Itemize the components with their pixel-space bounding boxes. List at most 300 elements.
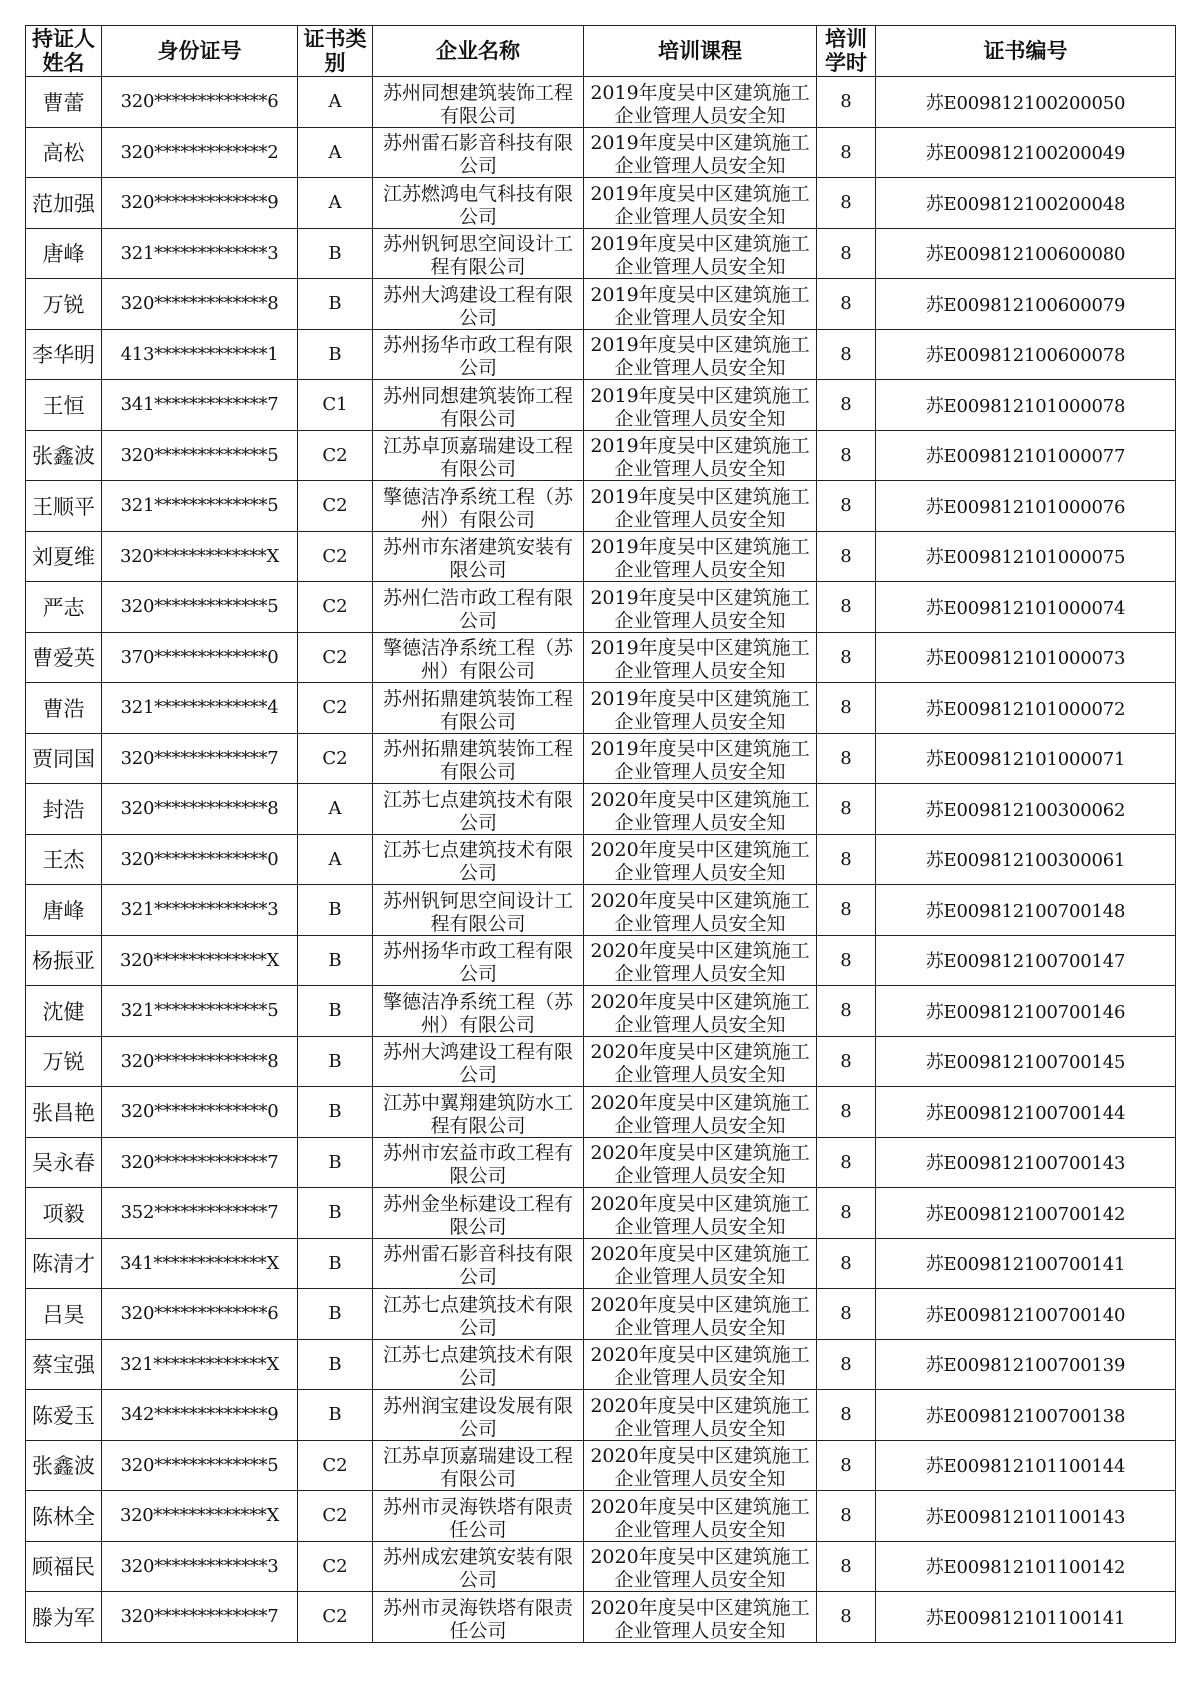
- cell-company: [373, 380, 584, 431]
- cell-hours: 8: [817, 380, 876, 431]
- cell-company: [373, 481, 584, 532]
- header-certno: 证书编号: [876, 26, 1176, 77]
- cell-id-number: 321*************X: [102, 1339, 298, 1390]
- cell-cert-number: 苏E009812101100142: [876, 1541, 1176, 1592]
- cell-cert-type: B: [298, 329, 373, 380]
- cell-cert-type: B: [298, 1339, 373, 1390]
- cell-company-text: 苏州同想建筑装饰工程有限公司: [382, 81, 573, 125]
- cell-hours: 8: [817, 127, 876, 178]
- cell-cert-number: 苏E009812101000073: [876, 632, 1176, 683]
- cell-id-number: 320*************8: [102, 279, 298, 330]
- cell-name: 蔡宝强: [26, 1339, 102, 1390]
- cell-course: [584, 329, 817, 380]
- cell-id-number: 321*************5: [102, 986, 298, 1037]
- cell-id-number: 320*************7: [102, 733, 298, 784]
- table-row: [26, 1491, 1176, 1542]
- cell-course-text: 2019年度吴中区建筑施工企业管理人员安全知: [590, 283, 810, 327]
- cell-cert-type: C2: [298, 1491, 373, 1542]
- cell-company: [373, 1339, 584, 1390]
- cell-hours: 8: [817, 632, 876, 683]
- cell-company: [373, 1238, 584, 1289]
- cell-name: 唐峰: [26, 228, 102, 279]
- cell-cert-type: C1: [298, 380, 373, 431]
- cell-hours: 8: [817, 77, 876, 128]
- cell-hours: 8: [817, 228, 876, 279]
- cell-name: 范加强: [26, 178, 102, 229]
- cell-course-text: 2019年度吴中区建筑施工企业管理人员安全知: [590, 132, 810, 176]
- cell-hours: 8: [817, 1238, 876, 1289]
- cell-name: 万锐: [26, 279, 102, 330]
- cell-course-text: 2020年度吴中区建筑施工企业管理人员安全知: [590, 889, 810, 933]
- cell-id-number: 352*************7: [102, 1188, 298, 1239]
- cell-id-number: 320*************8: [102, 784, 298, 835]
- cell-hours: 8: [817, 531, 876, 582]
- cell-name: 陈清才: [26, 1238, 102, 1289]
- cell-company-text: 苏州扬华市政工程有限公司: [382, 940, 573, 984]
- cell-hours: 8: [817, 1440, 876, 1491]
- cell-name: 张鑫波: [26, 430, 102, 481]
- cell-cert-number: 苏E009812100300061: [876, 834, 1176, 885]
- cell-cert-type: B: [298, 279, 373, 330]
- cell-id-number: 320*************8: [102, 1036, 298, 1087]
- table-row: [26, 1289, 1176, 1340]
- cell-company-text: 苏州大鸿建设工程有限公司: [382, 283, 573, 327]
- cell-cert-number: 苏E009812100700143: [876, 1137, 1176, 1188]
- cell-course: [584, 127, 817, 178]
- table-row: [26, 531, 1176, 582]
- cell-course: [584, 733, 817, 784]
- cell-id-number: 320*************5: [102, 582, 298, 633]
- cell-company-text: 江苏七点建筑技术有限公司: [382, 1293, 573, 1337]
- cell-company-text: 苏州同想建筑装饰工程有限公司: [382, 384, 573, 428]
- cell-company: [373, 632, 584, 683]
- cell-hours: 8: [817, 481, 876, 532]
- cell-company: [373, 834, 584, 885]
- cell-hours: 8: [817, 1087, 876, 1138]
- cell-course-text: 2020年度吴中区建筑施工企业管理人员安全知: [590, 1596, 810, 1640]
- cell-cert-number: 苏E009812101000078: [876, 380, 1176, 431]
- cell-cert-type: B: [298, 1137, 373, 1188]
- cell-company: [373, 784, 584, 835]
- cell-course-text: 2019年度吴中区建筑施工企业管理人员安全知: [590, 586, 810, 630]
- table-row: [26, 178, 1176, 229]
- cell-id-number: 320*************9: [102, 178, 298, 229]
- cell-cert-type: B: [298, 935, 373, 986]
- cell-course-text: 2019年度吴中区建筑施工企业管理人员安全知: [590, 384, 810, 428]
- cell-hours: 8: [817, 986, 876, 1037]
- cell-course-text: 2019年度吴中区建筑施工企业管理人员安全知: [590, 485, 810, 529]
- cell-name: 顾福民: [26, 1541, 102, 1592]
- cell-id-number: 341*************X: [102, 1238, 298, 1289]
- cell-course-text: 2020年度吴中区建筑施工企业管理人员安全知: [590, 940, 810, 984]
- cell-id-number: 321*************5: [102, 481, 298, 532]
- cell-company: [373, 329, 584, 380]
- cell-company-text: 苏州市灵海铁塔有限责任公司: [382, 1495, 573, 1539]
- cell-company: [373, 1289, 584, 1340]
- cell-id-number: 320*************X: [102, 531, 298, 582]
- cell-name: 吕昊: [26, 1289, 102, 1340]
- cell-course: [584, 481, 817, 532]
- cell-course: [584, 582, 817, 633]
- cell-name: 陈爱玉: [26, 1390, 102, 1441]
- cell-cert-number: 苏E009812100700146: [876, 986, 1176, 1037]
- cell-course-text: 2019年度吴中区建筑施工企业管理人员安全知: [590, 687, 810, 731]
- cell-company: [373, 178, 584, 229]
- cell-course-text: 2020年度吴中区建筑施工企业管理人员安全知: [590, 1091, 810, 1135]
- cell-cert-number: 苏E009812100200050: [876, 77, 1176, 128]
- cell-course-text: 2020年度吴中区建筑施工企业管理人员安全知: [590, 990, 810, 1034]
- cell-course-text: 2019年度吴中区建筑施工企业管理人员安全知: [590, 536, 810, 580]
- cell-company: [373, 279, 584, 330]
- cell-cert-number: 苏E009812100700138: [876, 1390, 1176, 1441]
- cell-course: [584, 380, 817, 431]
- cell-company-text: 苏州市东渚建筑安装有限公司: [382, 536, 573, 580]
- cell-company-text: 江苏卓顶嘉瑞建设工程有限公司: [382, 1445, 573, 1489]
- cell-course-text: 2019年度吴中区建筑施工企业管理人员安全知: [590, 435, 810, 479]
- cell-id-number: 413*************1: [102, 329, 298, 380]
- cell-course: [584, 228, 817, 279]
- cell-company: [373, 1491, 584, 1542]
- cell-hours: 8: [817, 1036, 876, 1087]
- table-row: [26, 986, 1176, 1037]
- cell-cert-number: 苏E009812100600078: [876, 329, 1176, 380]
- cell-hours: 8: [817, 178, 876, 229]
- cell-course-text: 2020年度吴中区建筑施工企业管理人员安全知: [590, 1142, 810, 1186]
- cell-company-text: 苏州雷石影音科技有限公司: [382, 1243, 573, 1287]
- header-course: 培训课程: [584, 26, 817, 77]
- cell-company-text: 苏州成宏建筑安装有限公司: [382, 1546, 573, 1590]
- cell-name: 王杰: [26, 834, 102, 885]
- table-row: [26, 1137, 1176, 1188]
- cell-hours: 8: [817, 885, 876, 936]
- cell-company: [373, 1541, 584, 1592]
- cell-course: [584, 1541, 817, 1592]
- cell-cert-type: C2: [298, 582, 373, 633]
- cell-cert-type: A: [298, 178, 373, 229]
- cell-name: 杨振亚: [26, 935, 102, 986]
- cell-cert-type: C2: [298, 1592, 373, 1643]
- table-row: [26, 935, 1176, 986]
- cell-name: 严志: [26, 582, 102, 633]
- cell-course: [584, 1137, 817, 1188]
- cell-name: 曹浩: [26, 683, 102, 734]
- cell-cert-number: 苏E009812101000075: [876, 531, 1176, 582]
- cell-company-text: 苏州金坐标建设工程有限公司: [382, 1192, 573, 1236]
- cell-name: 刘夏维: [26, 531, 102, 582]
- cell-course-text: 2019年度吴中区建筑施工企业管理人员安全知: [590, 182, 810, 226]
- cell-course-text: 2020年度吴中区建筑施工企业管理人员安全知: [590, 1243, 810, 1287]
- cell-course-text: 2019年度吴中区建筑施工企业管理人员安全知: [590, 334, 810, 378]
- table-body: [26, 77, 1176, 1643]
- cell-company-text: 江苏七点建筑技术有限公司: [382, 788, 573, 832]
- cell-course: [584, 531, 817, 582]
- certificate-table: [25, 25, 1176, 1643]
- table-row: [26, 784, 1176, 835]
- cell-hours: 8: [817, 733, 876, 784]
- cell-name: 项毅: [26, 1188, 102, 1239]
- cell-course-text: 2020年度吴中区建筑施工企业管理人员安全知: [590, 1344, 810, 1388]
- cell-hours: 8: [817, 1390, 876, 1441]
- cell-cert-number: 苏E009812100700145: [876, 1036, 1176, 1087]
- cell-name: 封浩: [26, 784, 102, 835]
- cell-company-text: 擎德洁净系统工程（苏州）有限公司: [382, 485, 573, 529]
- cell-course: [584, 1087, 817, 1138]
- header-company: 企业名称: [373, 26, 584, 77]
- cell-cert-type: C2: [298, 430, 373, 481]
- cell-cert-number: 苏E009812100700140: [876, 1289, 1176, 1340]
- cell-company-text: 擎德洁净系统工程（苏州）有限公司: [382, 990, 573, 1034]
- cell-cert-number: 苏E009812100700141: [876, 1238, 1176, 1289]
- cell-course: [584, 1289, 817, 1340]
- cell-course: [584, 1339, 817, 1390]
- cell-course-text: 2019年度吴中区建筑施工企业管理人员安全知: [590, 738, 810, 782]
- cell-company-text: 苏州钒钶思空间设计工程有限公司: [382, 889, 573, 933]
- cell-id-number: 370*************0: [102, 632, 298, 683]
- cell-cert-number: 苏E009812100200049: [876, 127, 1176, 178]
- cell-hours: 8: [817, 834, 876, 885]
- cell-cert-type: C2: [298, 733, 373, 784]
- cell-course-text: 2020年度吴中区建筑施工企业管理人员安全知: [590, 839, 810, 883]
- cell-company-text: 江苏七点建筑技术有限公司: [382, 1344, 573, 1388]
- cell-company-text: 江苏中翼翔建筑防水工程有限公司: [382, 1091, 573, 1135]
- cell-cert-type: C2: [298, 683, 373, 734]
- table-row: [26, 1036, 1176, 1087]
- cell-company: [373, 1440, 584, 1491]
- cell-company: [373, 1390, 584, 1441]
- cell-id-number: 320*************2: [102, 127, 298, 178]
- cell-company: [373, 1137, 584, 1188]
- cell-company-text: 苏州仁浩市政工程有限公司: [382, 586, 573, 630]
- cell-id-number: 342*************9: [102, 1390, 298, 1441]
- cell-name: 贾同国: [26, 733, 102, 784]
- cell-cert-type: C2: [298, 531, 373, 582]
- cell-cert-number: 苏E009812100200048: [876, 178, 1176, 229]
- cell-course: [584, 1188, 817, 1239]
- cell-course: [584, 632, 817, 683]
- table-row: [26, 228, 1176, 279]
- cell-course: [584, 178, 817, 229]
- table-row: [26, 885, 1176, 936]
- cell-hours: 8: [817, 1541, 876, 1592]
- table-row: [26, 127, 1176, 178]
- table-row: [26, 1541, 1176, 1592]
- table-row: [26, 1238, 1176, 1289]
- cell-name: 滕为军: [26, 1592, 102, 1643]
- cell-course: [584, 1440, 817, 1491]
- cell-cert-number: 苏E009812100300062: [876, 784, 1176, 835]
- cell-cert-number: 苏E009812100700142: [876, 1188, 1176, 1239]
- cell-company: [373, 733, 584, 784]
- cell-name: 高松: [26, 127, 102, 178]
- cell-id-number: 320*************5: [102, 1440, 298, 1491]
- cell-hours: 8: [817, 329, 876, 380]
- cell-company: [373, 430, 584, 481]
- table-row: [26, 1390, 1176, 1441]
- table-row: [26, 380, 1176, 431]
- cell-course-text: 2020年度吴中区建筑施工企业管理人员安全知: [590, 788, 810, 832]
- cell-course-text: 2020年度吴中区建筑施工企业管理人员安全知: [590, 1192, 810, 1236]
- cell-course-text: 2020年度吴中区建筑施工企业管理人员安全知: [590, 1546, 810, 1590]
- cell-company: [373, 582, 584, 633]
- table-row: [26, 481, 1176, 532]
- table-row: [26, 733, 1176, 784]
- cell-company-text: 苏州拓鼎建筑装饰工程有限公司: [382, 687, 573, 731]
- cell-cert-number: 苏E009812101100143: [876, 1491, 1176, 1542]
- table-row: [26, 279, 1176, 330]
- cell-id-number: 320*************X: [102, 1491, 298, 1542]
- cell-cert-type: C2: [298, 481, 373, 532]
- cell-hours: 8: [817, 784, 876, 835]
- cell-cert-type: B: [298, 1238, 373, 1289]
- cell-name: 吴永春: [26, 1137, 102, 1188]
- cell-id-number: 320*************6: [102, 1289, 298, 1340]
- cell-company-text: 江苏燃鸿电气科技有限公司: [382, 182, 573, 226]
- cell-course-text: 2020年度吴中区建筑施工企业管理人员安全知: [590, 1394, 810, 1438]
- cell-company: [373, 885, 584, 936]
- cell-company-text: 苏州扬华市政工程有限公司: [382, 334, 573, 378]
- cell-cert-type: A: [298, 834, 373, 885]
- cell-id-number: 320*************0: [102, 1087, 298, 1138]
- cell-cert-type: A: [298, 784, 373, 835]
- cell-id-number: 341*************7: [102, 380, 298, 431]
- table-row: [26, 77, 1176, 128]
- cell-id-number: 321*************4: [102, 683, 298, 734]
- cell-course-text: 2019年度吴中区建筑施工企业管理人员安全知: [590, 637, 810, 681]
- cell-course: [584, 430, 817, 481]
- header-name: 持证人姓名: [26, 26, 102, 77]
- cell-cert-number: 苏E009812101000072: [876, 683, 1176, 734]
- cell-name: 张鑫波: [26, 1440, 102, 1491]
- cell-cert-type: B: [298, 1036, 373, 1087]
- table-header: [26, 26, 1176, 77]
- cell-cert-type: B: [298, 885, 373, 936]
- cell-name: 曹爱英: [26, 632, 102, 683]
- cell-course: [584, 784, 817, 835]
- cell-cert-type: B: [298, 1390, 373, 1441]
- table-row: [26, 1188, 1176, 1239]
- cell-company: [373, 935, 584, 986]
- cell-cert-number: 苏E009812100700147: [876, 935, 1176, 986]
- cell-id-number: 320*************X: [102, 935, 298, 986]
- cell-name: 万锐: [26, 1036, 102, 1087]
- cell-id-number: 320*************7: [102, 1592, 298, 1643]
- cell-id-number: 320*************3: [102, 1541, 298, 1592]
- cell-cert-number: 苏E009812101000074: [876, 582, 1176, 633]
- cell-company: [373, 228, 584, 279]
- cell-cert-number: 苏E009812101000077: [876, 430, 1176, 481]
- cell-id-number: 321*************3: [102, 228, 298, 279]
- cell-course-text: 2019年度吴中区建筑施工企业管理人员安全知: [590, 81, 810, 125]
- cell-course: [584, 1238, 817, 1289]
- cell-course-text: 2020年度吴中区建筑施工企业管理人员安全知: [590, 1041, 810, 1085]
- cell-cert-number: 苏E009812101000071: [876, 733, 1176, 784]
- cell-name: 陈林全: [26, 1491, 102, 1542]
- header-row: [26, 26, 1176, 77]
- cell-company: [373, 77, 584, 128]
- cell-company: [373, 683, 584, 734]
- cell-id-number: 320*************7: [102, 1137, 298, 1188]
- cell-company-text: 江苏卓顶嘉瑞建设工程有限公司: [382, 435, 573, 479]
- cell-name: 曹蕾: [26, 77, 102, 128]
- table-row: [26, 430, 1176, 481]
- cell-cert-type: A: [298, 127, 373, 178]
- cell-id-number: 320*************6: [102, 77, 298, 128]
- cell-name: 沈健: [26, 986, 102, 1037]
- cell-hours: 8: [817, 683, 876, 734]
- cell-course: [584, 279, 817, 330]
- cell-hours: 8: [817, 279, 876, 330]
- cell-course: [584, 1491, 817, 1542]
- cell-cert-number: 苏E009812101100144: [876, 1440, 1176, 1491]
- cell-hours: 8: [817, 1339, 876, 1390]
- cell-id-number: 320*************5: [102, 430, 298, 481]
- cell-course: [584, 77, 817, 128]
- cell-cert-type: B: [298, 228, 373, 279]
- table-row: [26, 834, 1176, 885]
- cell-course-text: 2020年度吴中区建筑施工企业管理人员安全知: [590, 1293, 810, 1337]
- cell-course: [584, 683, 817, 734]
- cell-course: [584, 1390, 817, 1441]
- cell-id-number: 320*************0: [102, 834, 298, 885]
- cell-course: [584, 1592, 817, 1643]
- table-row: [26, 1440, 1176, 1491]
- cell-company-text: 擎德洁净系统工程（苏州）有限公司: [382, 637, 573, 681]
- cell-company: [373, 986, 584, 1037]
- cell-cert-number: 苏E009812100700139: [876, 1339, 1176, 1390]
- cell-company-text: 苏州大鸿建设工程有限公司: [382, 1041, 573, 1085]
- cell-course: [584, 834, 817, 885]
- cell-company-text: 苏州雷石影音科技有限公司: [382, 132, 573, 176]
- cell-hours: 8: [817, 1137, 876, 1188]
- cell-cert-type: B: [298, 1289, 373, 1340]
- cell-cert-type: C2: [298, 1541, 373, 1592]
- cell-cert-type: C2: [298, 1440, 373, 1491]
- cell-company: [373, 531, 584, 582]
- cell-course: [584, 1036, 817, 1087]
- cell-cert-type: B: [298, 1087, 373, 1138]
- cell-cert-type: A: [298, 77, 373, 128]
- cell-name: 张昌艳: [26, 1087, 102, 1138]
- cell-course: [584, 885, 817, 936]
- cell-cert-type: C2: [298, 632, 373, 683]
- cell-company: [373, 1036, 584, 1087]
- cell-course-text: 2020年度吴中区建筑施工企业管理人员安全知: [590, 1495, 810, 1539]
- cell-cert-number: 苏E009812100600080: [876, 228, 1176, 279]
- table-row: [26, 683, 1176, 734]
- table-row: [26, 329, 1176, 380]
- table-row: [26, 1339, 1176, 1390]
- cell-name: 李华明: [26, 329, 102, 380]
- header-hours: 培训学时: [817, 26, 876, 77]
- cell-company-text: 苏州钒钶思空间设计工程有限公司: [382, 233, 573, 277]
- cell-hours: 8: [817, 1188, 876, 1239]
- cell-hours: 8: [817, 1491, 876, 1542]
- cell-id-number: 321*************3: [102, 885, 298, 936]
- cell-company-text: 江苏七点建筑技术有限公司: [382, 839, 573, 883]
- cell-cert-number: 苏E009812101100141: [876, 1592, 1176, 1643]
- cell-course-text: 2019年度吴中区建筑施工企业管理人员安全知: [590, 233, 810, 277]
- cell-hours: 8: [817, 430, 876, 481]
- cell-company-text: 苏州润宝建设发展有限公司: [382, 1394, 573, 1438]
- cell-company: [373, 1087, 584, 1138]
- table-row: [26, 1087, 1176, 1138]
- cell-hours: 8: [817, 1592, 876, 1643]
- cell-cert-number: 苏E009812100700144: [876, 1087, 1176, 1138]
- cell-company-text: 苏州市宏益市政工程有限公司: [382, 1142, 573, 1186]
- table-row: [26, 582, 1176, 633]
- cell-course-text: 2020年度吴中区建筑施工企业管理人员安全知: [590, 1445, 810, 1489]
- cell-company: [373, 127, 584, 178]
